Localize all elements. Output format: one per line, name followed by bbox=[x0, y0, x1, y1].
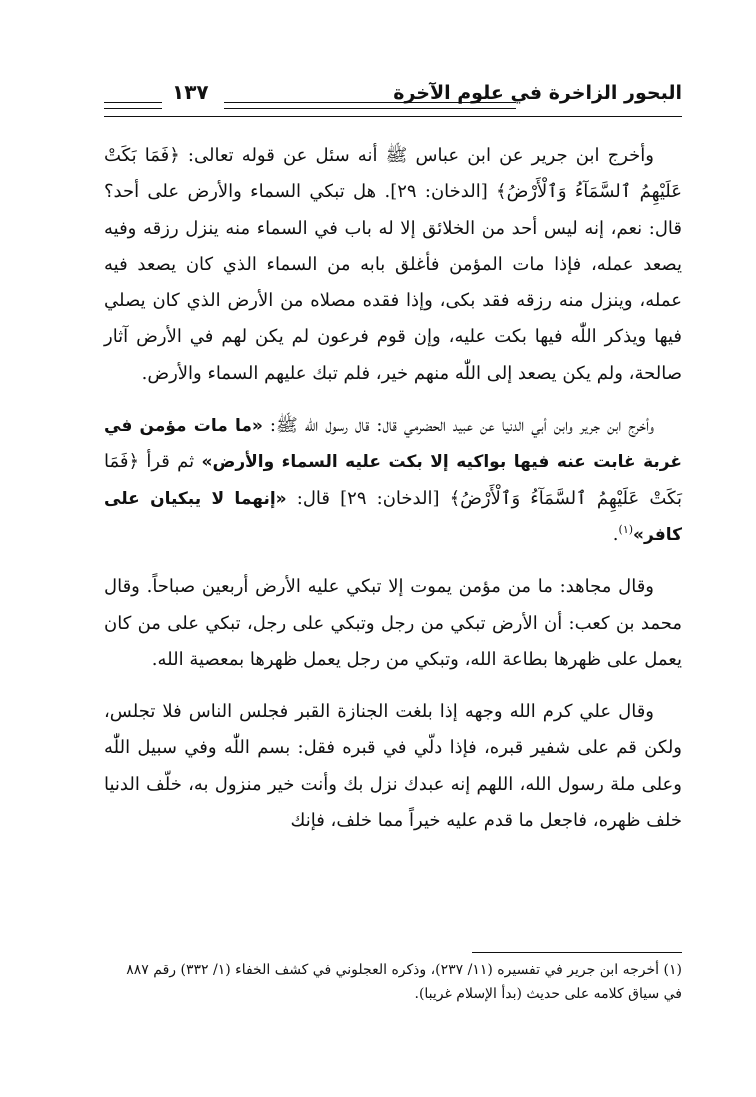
paragraph bbox=[104, 138, 682, 392]
page-number: ١٣٧ bbox=[172, 80, 209, 104]
paragraph-text: وأخرج ابن جرير عن ابن عباس ﷺ أنه سئل عن قوله تعالى: ﴿فَمَا بَكَتْ عَلَيْهِمُ ٱلسَّمَآءُ وَٱلْأَرْضُ﴾ [الدخان: ٢٩]. هل تبكي السماء والأرض على أحد؟ قال: نعم، إنه ليس أحد من الخلائق إلا له باب في السماء منه ينزل رزقه وفيه يصعد عمله، فإذا مات المؤمن فأغلق بابه من السماء الذي كان يصعد فيه عمله، وينزل منه رزقه فقد بكى، وإذا فقده مصلاه من الأرض الذي كان يصلي فيها ويذكر اللّٰه فيها بكت عليه، وإن قوم فرعون لم يكن لهم في الأرض آثار صالحة، ولم يكن يصعد إلى اللّٰه منهم خير، فلم تبك عليهم السماء والأرض. bbox=[104, 145, 683, 384]
footnotes bbox=[104, 958, 682, 1006]
paragraph-text: ثم قرأ ﴿فَمَا بَكَتْ عَلَيْهِمُ ٱلسَّمَآءُ وَٱلْأَرْضُ﴾ [الدخان: ٢٩] قال: bbox=[104, 451, 683, 509]
main-text bbox=[104, 138, 682, 839]
header-underline bbox=[104, 116, 682, 117]
paragraph-text: وقال علي كرم الله وجهه إذا بلغت الجنازة القبر فجلس الناس فلا تجلس، ولكن قم على شفير قبره، فإذا دلّي في قبره فقل: بسم اللّٰه وفي سبيل اللّٰه وعلى ملة رسول الله، اللهم إنه عبدك نزل بك وأنت خير منزول به، خلّف الدنيا خلف ظهره، فاجعل ما قدم عليه خيراً مما خلف، فإنك bbox=[104, 701, 682, 832]
footnote: (١) أخرجه ابن جرير في تفسيره (١١/ ٢٣٧)، وذكره العجلوني في كشف الخفاء (١/ ٣٣٢) رقم ٨٨٧ في سياق كلامه على حديث (بدأ الإسلام غريبا). bbox=[126, 962, 682, 1002]
paragraph bbox=[104, 694, 682, 839]
header-double-rule-short bbox=[104, 102, 162, 109]
header-double-rule bbox=[224, 102, 516, 109]
paragraph-text: وأخرج ابن جرير وابن أبي الدنيا عن عبيد الحضرمي قال: قال رسول اللّٰه ﷺ: bbox=[262, 415, 654, 437]
paragraph bbox=[104, 569, 682, 678]
footnote-separator bbox=[472, 952, 682, 953]
paragraph bbox=[104, 408, 682, 553]
hadith-quote: «ما مات مؤمن في غربة غابت عنه فيها بواكيه إلا بكت عليه السماء والأرض» bbox=[104, 416, 682, 473]
footnote-reference: (١) bbox=[618, 522, 634, 536]
running-header bbox=[104, 78, 682, 122]
book-title: البحور الزاخرة في علوم الآخرة bbox=[393, 82, 682, 104]
paragraph-text: . bbox=[612, 523, 619, 545]
hadith-quote: «إنهما لا يبكيان على كافر» bbox=[104, 488, 682, 545]
paragraph-text: وقال مجاهد: ما من مؤمن يموت إلا تبكي عليه الأرض أربعين صباحاً. وقال محمد بن كعب: أن الأرض تبكي من رجل وتبكي على رجل، تبكي على من كان يعمل على ظهرها بطاعة الله، وتبكي من رجل يعمل ظهرها بمعصية الله. bbox=[104, 576, 682, 670]
